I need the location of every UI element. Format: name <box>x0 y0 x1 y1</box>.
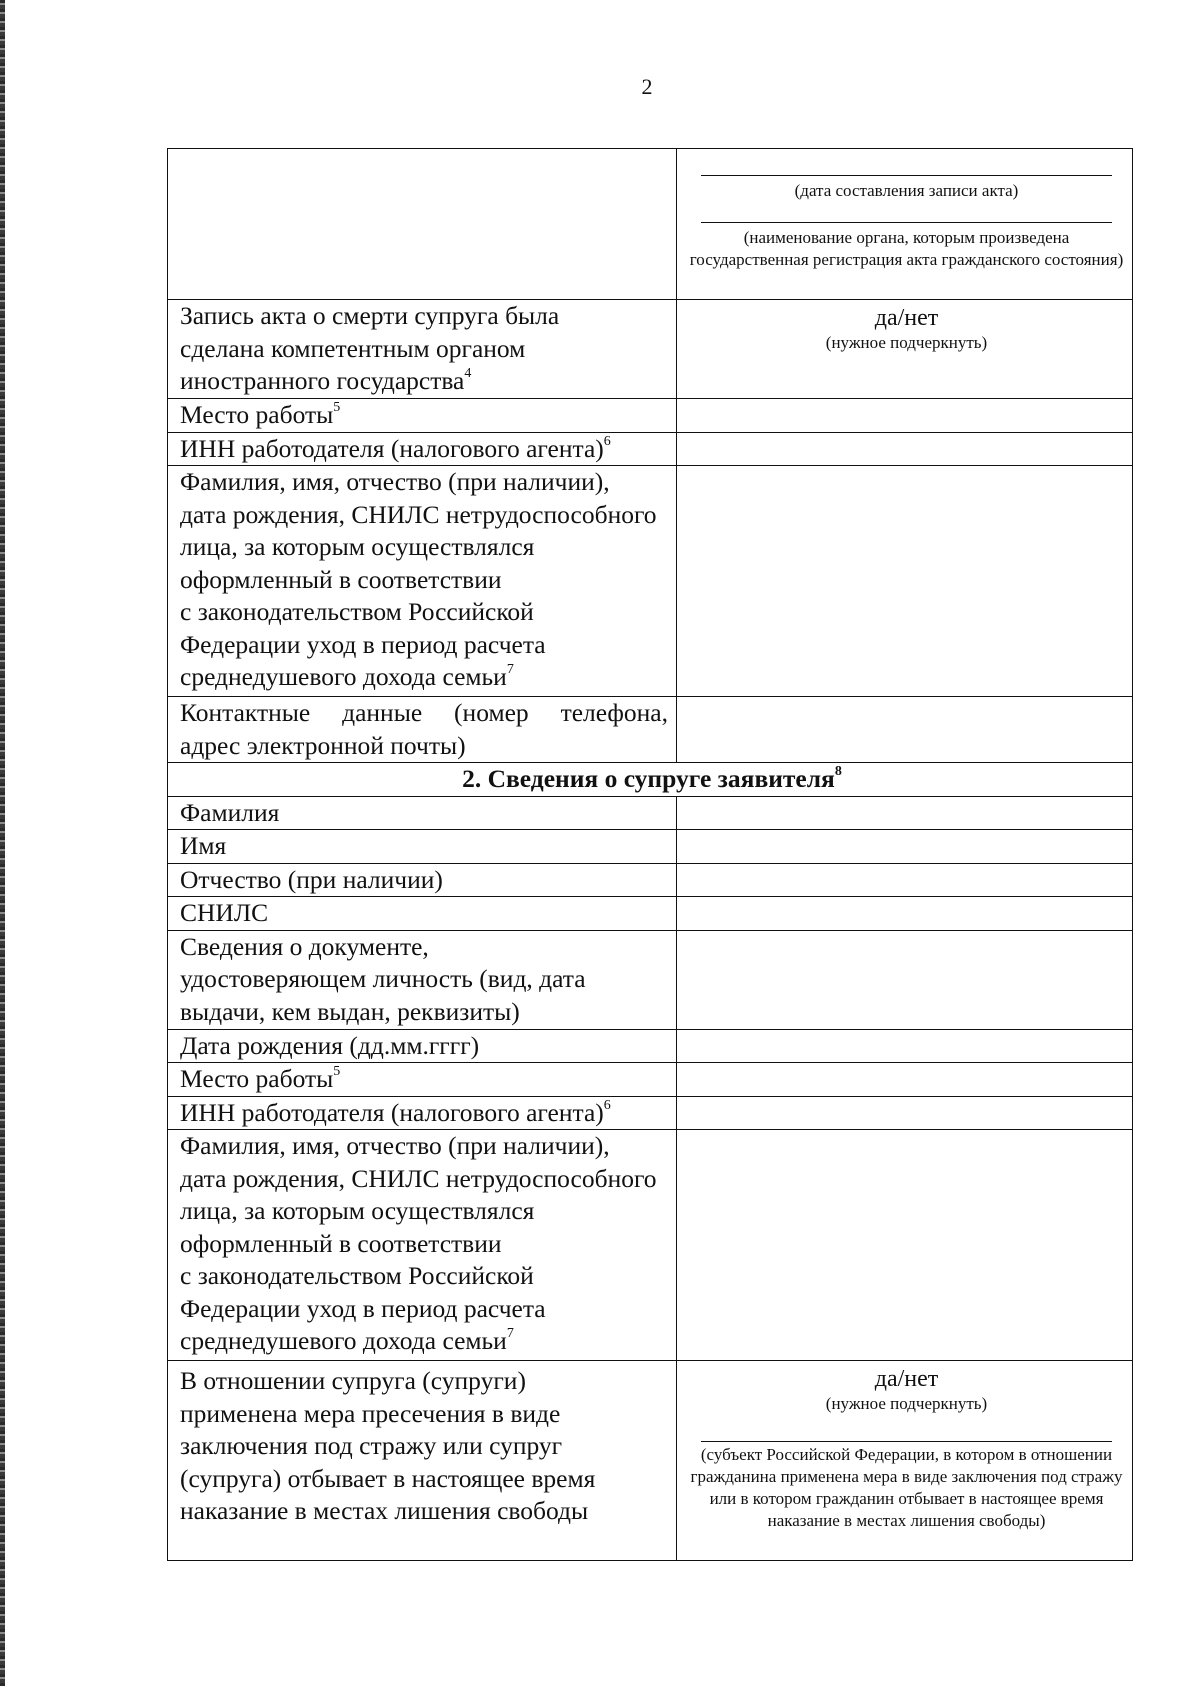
scan-edge <box>0 0 5 1686</box>
surname-label: Фамилия <box>168 796 677 830</box>
snils-label: СНИЛС <box>168 897 677 931</box>
label-line: иностранного государства$^4$ <box>180 366 472 395</box>
label-line: применена мера пресечения в виде <box>180 1398 561 1428</box>
label-line: Фамилия, имя, отчество (при наличии), <box>180 1131 610 1160</box>
yes-no-option[interactable]: да/нет <box>874 305 939 331</box>
id-document-row <box>168 930 1133 1029</box>
name-value[interactable] <box>677 830 1133 864</box>
foreign-record-row <box>168 300 1133 399</box>
yes-no-option[interactable]: да/нет <box>874 1366 939 1392</box>
label-line: оформленный в соответствии <box>180 1228 502 1258</box>
application-form-table <box>167 148 1133 1561</box>
label-line: дата рождения, СНИЛС нетрудоспособного <box>180 499 657 529</box>
label-line: (супруга) отбывает в настоящее время <box>180 1463 596 1493</box>
employer-inn-label: ИНН работодателя (налогового агента)$^6$ <box>168 432 677 466</box>
label-line: дата рождения, СНИЛС нетрудоспособного <box>180 1163 657 1193</box>
custody-label <box>168 1361 677 1561</box>
label-line: В отношении супруга (супруги) <box>180 1366 526 1395</box>
label-line: лица, за которым осуществлялся <box>180 532 535 561</box>
date-caption: (дата составления записи акта) <box>794 181 1019 200</box>
footnote-ref: 8 <box>834 764 842 779</box>
spouse-workplace-value[interactable] <box>677 1063 1133 1097</box>
label-line: оформленный в соответствии <box>180 564 502 594</box>
employer-inn-row <box>168 432 1133 466</box>
name-row <box>168 830 1133 864</box>
id-document-label <box>168 930 677 1029</box>
footnote-ref: 6 <box>603 433 611 449</box>
footnote-ref: 7 <box>506 662 514 677</box>
employer-inn-value[interactable] <box>677 432 1133 466</box>
label-line: Запись акта о смерти супруга была <box>180 301 560 330</box>
spouse-employer-inn-value[interactable] <box>677 1096 1133 1130</box>
surname-row <box>168 796 1133 830</box>
registration-row <box>168 149 1133 300</box>
label-line: адрес электронной почты) <box>180 730 466 760</box>
spouse-dependent-value[interactable] <box>677 1130 1133 1361</box>
dependent-value[interactable] <box>677 466 1133 697</box>
authority-line <box>701 222 1112 223</box>
label-line: удостоверяющем личность (вид, дата <box>180 964 586 993</box>
workplace-row <box>168 399 1133 433</box>
foreign-record-label <box>168 300 677 399</box>
label-line: Федерации уход в период расчета <box>180 1293 546 1323</box>
region-line <box>701 1441 1112 1442</box>
label-line: выдачи, кем выдан, реквизиты) <box>180 996 520 1026</box>
snils-value[interactable] <box>677 897 1133 931</box>
spouse-employer-inn-row <box>168 1096 1133 1130</box>
underline-note: (нужное подчеркнуть) <box>825 1394 988 1413</box>
authority-caption: (наименование органа, которым произведена государственная регистрация акта гражданского состояния) <box>689 228 1124 269</box>
label-line: наказание в местах лишения свободы <box>180 1496 589 1525</box>
dependent-row <box>168 466 1133 697</box>
contacts-row <box>168 697 1133 763</box>
name-label: Имя <box>168 830 677 864</box>
custody-value[interactable] <box>677 1361 1133 1561</box>
label-line: Федерации уход в период расчета <box>180 629 546 659</box>
label-line: сделана компетентным органом <box>180 333 526 363</box>
label-line: заключения под стражу или супруг <box>180 1431 563 1460</box>
footnote-ref: 5 <box>333 400 341 415</box>
underline-note: (нужное подчеркнуть) <box>825 333 988 352</box>
spouse-dependent-label <box>168 1130 677 1361</box>
registration-value-cell[interactable] <box>677 149 1133 300</box>
spouse-workplace-row <box>168 1063 1133 1097</box>
patronymic-label: Отчество (при наличии) <box>168 863 677 897</box>
date-line <box>701 175 1112 176</box>
label-line: лица, за которым осуществлялся <box>180 1196 535 1225</box>
footnote-ref: 7 <box>506 1326 514 1341</box>
label-line: с законодательством Российской <box>180 597 534 626</box>
page-number: 2 <box>641 74 653 99</box>
section-title: 2. Сведения о супруге заявителя$^8$ <box>168 763 1133 797</box>
footnote-ref: 6 <box>603 1097 611 1113</box>
patronymic-row <box>168 863 1133 897</box>
workplace-label: Место работы$^5$ <box>168 399 677 433</box>
id-document-value[interactable] <box>677 930 1133 1029</box>
registration-label-cell <box>168 149 677 300</box>
birth-date-value[interactable] <box>677 1029 1133 1063</box>
birth-date-label: Дата рождения (дд.мм.гггг) <box>168 1029 677 1063</box>
contacts-label <box>168 697 677 763</box>
label-line: среднедушевого дохода семьи$^7$ <box>180 662 514 691</box>
region-caption: (субъект Российской Федерации, в котором в отношении гражданина применена мера в виде заключения под стражу или в котором гражданин отбывает в настоящее время наказание в местах лишения свободы) <box>690 1445 1123 1530</box>
footnote-ref: 5 <box>333 1064 341 1079</box>
custody-row <box>168 1361 1133 1561</box>
dependent-label <box>168 466 677 697</box>
snils-row <box>168 897 1133 931</box>
label-line: среднедушевого дохода семьи$^7$ <box>180 1326 514 1355</box>
surname-value[interactable] <box>677 796 1133 830</box>
patronymic-value[interactable] <box>677 863 1133 897</box>
label-line: Фамилия, имя, отчество (при наличии), <box>180 467 610 496</box>
section2-heading-row <box>168 763 1133 797</box>
spouse-dependent-row <box>168 1130 1133 1361</box>
footnote-ref: 4 <box>464 366 472 381</box>
birth-date-row <box>168 1029 1133 1063</box>
contacts-value[interactable] <box>677 697 1133 763</box>
label-line: Контактные данные (номер телефона, <box>180 698 668 727</box>
spouse-workplace-label: Место работы$^5$ <box>168 1063 677 1097</box>
label-line: Сведения о документе, <box>180 931 429 961</box>
spouse-employer-inn-label: ИНН работодателя (налогового агента)$^6$ <box>168 1096 677 1130</box>
label-line: с законодательством Российской <box>180 1261 534 1290</box>
workplace-value[interactable] <box>677 399 1133 433</box>
foreign-record-value[interactable] <box>677 300 1133 399</box>
